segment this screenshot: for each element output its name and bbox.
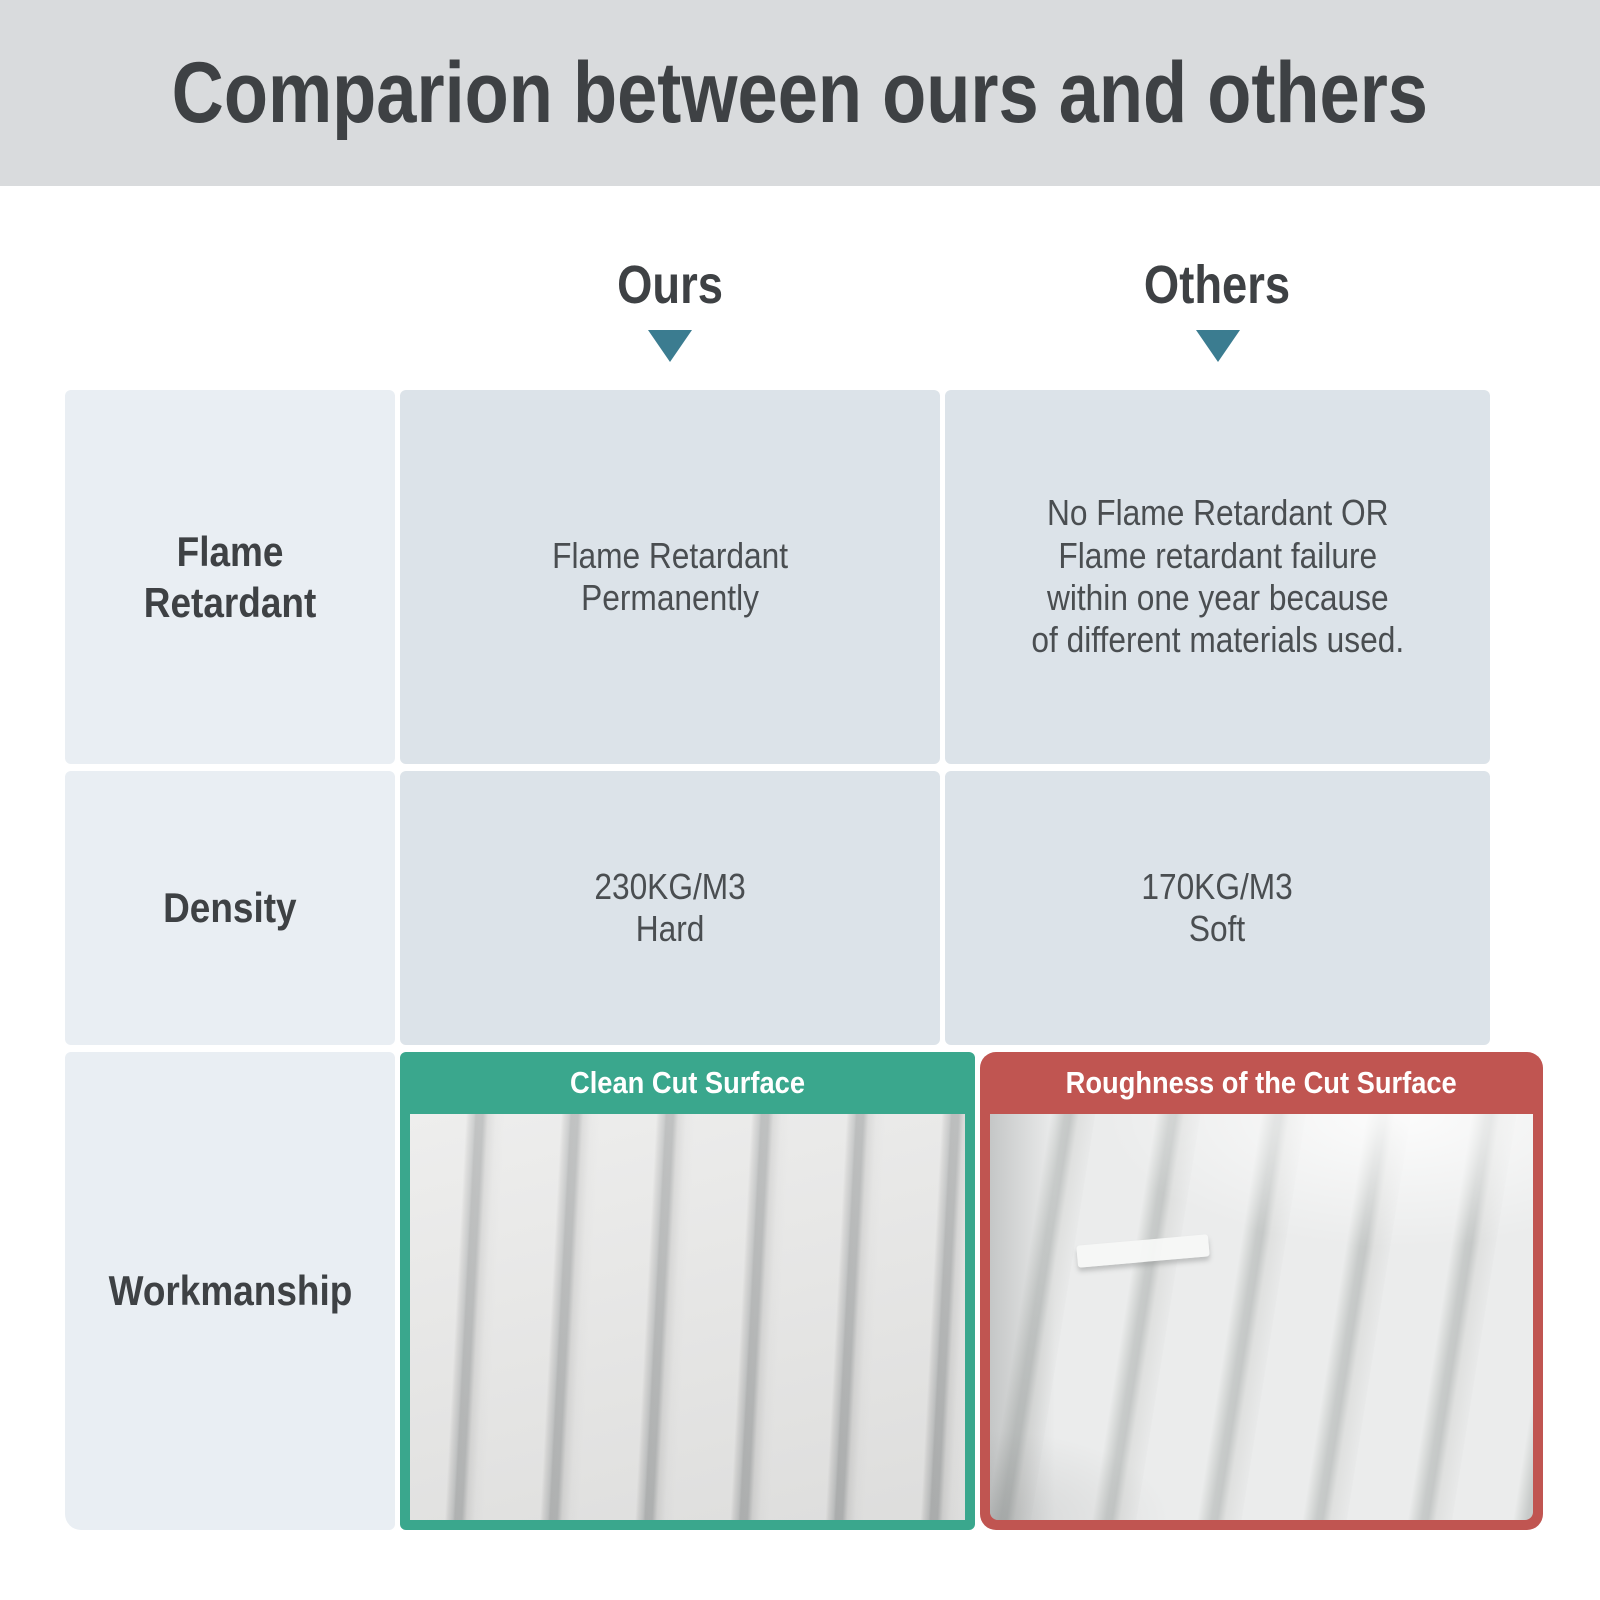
triangle-down-icon [1196,330,1240,362]
rough-cut-caption-bar [980,1052,1543,1114]
triangle-down-icon [648,330,692,362]
row-label-cell-workmanship [65,1052,395,1530]
text-line: Density [163,884,297,932]
rough-cut-photo-frame [990,1114,1533,1520]
text-line: Hard [635,908,705,949]
rough-cut-caption: Roughness of the Cut Surface [1065,1065,1458,1100]
ours-column-label: Ours [617,255,723,315]
cut-flaw-mark [1076,1234,1209,1267]
text-line: Flame retardant failure [1058,534,1377,576]
cell-flame-ours [400,390,940,764]
column-header-others [945,254,1490,362]
flame-others-text [1031,492,1404,662]
text-line: Soft [1189,908,1246,949]
clean-cut-photo [410,1114,965,1520]
cell-density-others [945,771,1490,1045]
text-line: 170KG/M3 [1141,865,1294,907]
row-label-cell-flame-retardant [65,390,395,764]
column-header-ours [400,254,940,362]
density-label [163,882,297,933]
text-line: Workmanship [108,1267,352,1315]
text-line: Permanently [581,577,759,618]
text-line: 230KG/M3 [594,865,746,907]
density-others-text [1142,866,1293,951]
text-line: Flame Retardant [552,534,788,576]
text-line: No Flame Retardant OR [1046,492,1389,534]
workmanship-ours-panel [400,1052,975,1530]
clean-cut-caption-bar [400,1052,975,1114]
flame-retardant-label [144,526,317,628]
rough-cut-photo [990,1114,1533,1520]
text-line: Flame [176,527,284,575]
flame-ours-text [552,535,788,620]
text-line: Retardant [143,579,317,626]
page-title: Comparion between ours and others [171,44,1429,141]
row-label-cell-density [65,771,395,1045]
cell-density-ours [400,771,940,1045]
cell-flame-others [945,390,1490,764]
density-ours-text [594,866,745,951]
workmanship-label [108,1265,352,1316]
text-line: within one year because [1046,577,1389,618]
clean-cut-caption: Clean Cut Surface [570,1065,805,1100]
clean-cut-photo-frame [410,1114,965,1520]
text-line: of different materials used. [1031,619,1404,661]
others-column-label: Others [1144,255,1291,315]
title-banner [0,0,1600,186]
workmanship-others-panel [980,1052,1543,1530]
